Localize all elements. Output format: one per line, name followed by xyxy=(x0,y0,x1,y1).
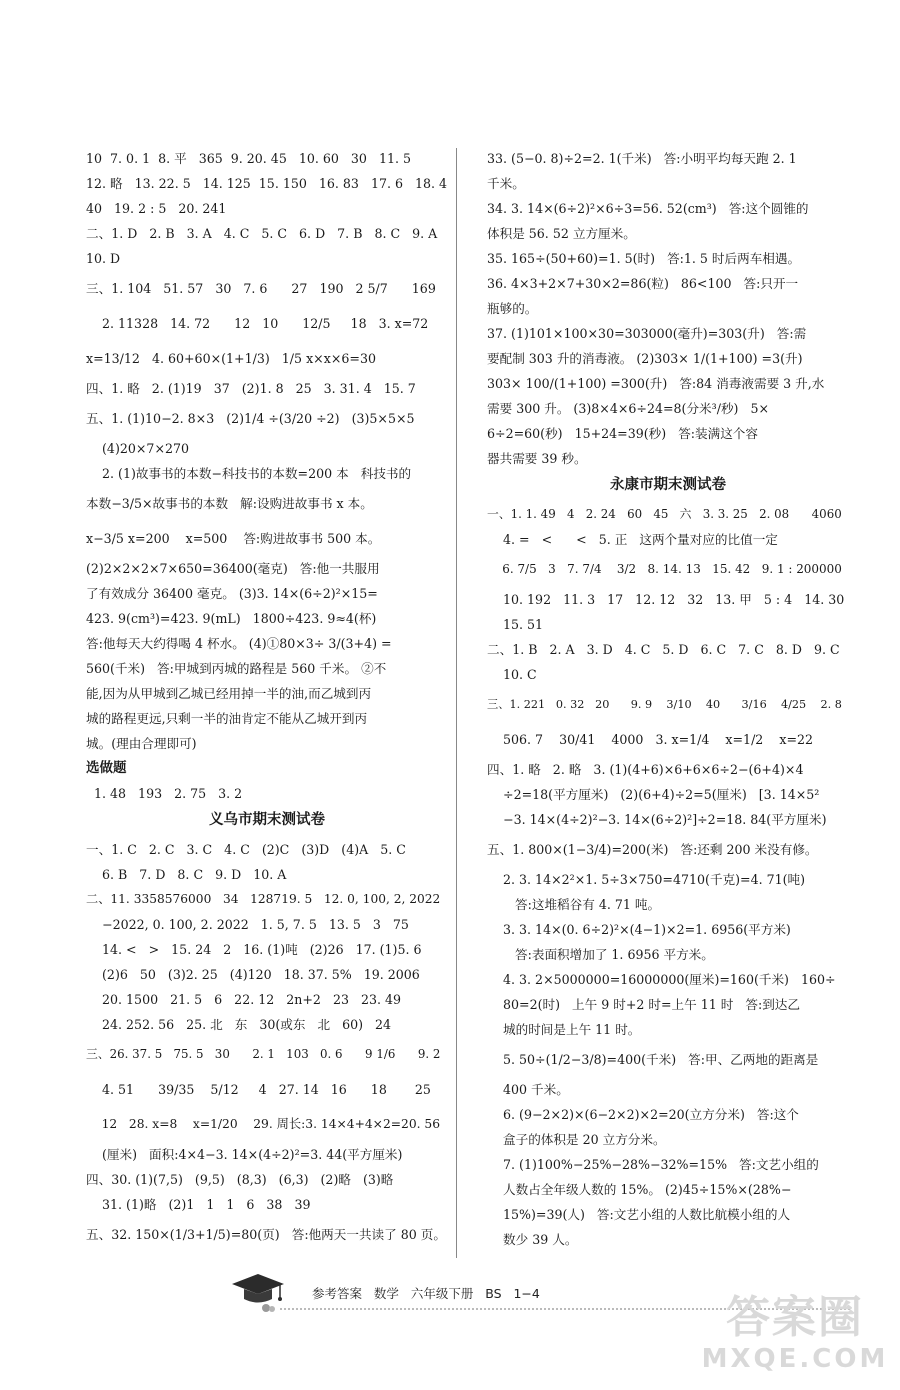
answer-line: 400 千米。 xyxy=(487,1082,569,1097)
answer-line: 数少 39 人。 xyxy=(487,1232,578,1247)
answer-line: 33. (5−0. 8)÷2=2. 1(千米) 答:小明平均每天跑 2. 1 xyxy=(487,151,797,166)
answer-line: 506. 7 30/41 4000 3. x=1/4 x=1/2 x=22 xyxy=(487,732,814,747)
answer-line: 560(千米) 答:甲城到丙城的路程是 560 千米。 ②不 xyxy=(86,661,387,676)
answer-line: 二、1. B 2. A 3. D 4. C 5. D 6. C 7. C 8. D 9. C xyxy=(487,642,840,657)
optional-answers: 1. 48 193 2. 75 3. 2 xyxy=(86,786,243,801)
graduation-cap-icon xyxy=(228,1268,288,1314)
answer-line: 2. 3. 14×2²×1. 5÷3×750=4710(千克)=4. 71(吨) xyxy=(487,872,806,887)
answer-line: 千米。 xyxy=(487,176,525,191)
answer-line: 答:表面积增加了 1. 6956 平方米。 xyxy=(487,947,714,962)
answer-line: 答:他每天大约得喝 4 杯水。 (4)①80×3÷ 3/(3+4) = xyxy=(86,636,392,651)
answer-line: 四、1. 略 2. 略 3. (1)(4+6)×6+6×6÷2−(6+4)×4 xyxy=(487,762,804,777)
answer-line: 2. 11328 14. 72 12 10 12/5 18 3. x=72 xyxy=(86,316,429,331)
answer-line: 5. 50÷(1/2−3/8)=400(千米) 答:甲、乙两地的距离是 xyxy=(487,1052,819,1067)
answer-line: 本数−3/5×故事书的本数 解:设购进故事书 x 本。 xyxy=(86,496,373,511)
answer-line: 四、30. (1)(7,5) (9,5) (8,3) (6,3) (2)略 (3)略 xyxy=(86,1172,394,1187)
answer-line: 7. (1)100%−25%−28%−32%=15% 答:文艺小组的 xyxy=(487,1157,819,1172)
answer-line: 五、1. 800×(1−3/4)=200(米) 答:还剩 200 米没有修。 xyxy=(487,842,818,857)
answer-line: 12. 略 13. 22. 5 14. 125 15. 150 16. 83 17. 6 18. 4 xyxy=(86,176,448,191)
answer-line: 40 19. 2 : 5 20. 241 xyxy=(86,201,227,216)
answer-line: 14. < > 15. 24 2 16. (1)吨 (2)26 17. (1)5. 6 xyxy=(86,942,422,957)
answer-line: 器共需要 39 秒。 xyxy=(487,451,587,466)
answer-line: 20. 1500 21. 5 6 22. 12 2n+2 23 23. 49 xyxy=(86,992,402,1007)
answer-line: 423. 9(cm³)=423. 9(mL) 1800÷423. 9≈4(杯) xyxy=(86,611,377,626)
answer-line: 了有效成分 36400 毫克。 (3)3. 14×(6÷2)²×15= xyxy=(86,586,378,601)
answer-line: 4. = < < 5. 正 这两个量对应的比值一定 xyxy=(487,532,778,547)
answer-line: x=13/12 4. 60+60×(1+1/3) 1/5 x×x×6=30 xyxy=(86,351,376,366)
answer-line: 10. 192 11. 3 17 12. 12 32 13. 甲 5 : 4 14. 30 xyxy=(487,592,845,607)
answer-line: 2. (1)故事书的本数−科技书的本数=200 本 科技书的 xyxy=(86,466,412,481)
answer-line: 五、32. 150×(1/3+1/5)=80(页) 答:他两天一共读了 80 页。 xyxy=(86,1227,446,1242)
answer-line: 五、1. (1)10−2. 8×3 (2)1/4 ÷(3/20 ÷2) (3)5×5×5 xyxy=(86,411,415,426)
column-divider xyxy=(456,148,457,1258)
answer-line: (4)20×7×270 xyxy=(86,441,190,456)
watermark-sub: MXQE.COM xyxy=(701,1344,889,1374)
answer-line: 答:这堆稻谷有 4. 71 吨。 xyxy=(487,897,661,912)
watermark xyxy=(700,1292,890,1387)
answer-line: 三、1. 221 0. 32 20 9. 9 3/10 40 3/16 4/25 2. 8 xyxy=(487,698,842,711)
answer-line: 6. 7/5 3 7. 7/4 3/2 8. 14. 13 15. 42 9. 1 : 200000 xyxy=(487,562,842,576)
yiwu-exam-title: 义乌市期末测试卷 xyxy=(209,812,325,828)
answer-line: 10. C xyxy=(487,667,537,682)
answer-line: 四、1. 略 2. (1)19 37 (2)1. 8 25 3. 31. 4 15. 7 xyxy=(86,381,416,396)
answer-line: 能,因为从甲城到乙城已经用掉一半的油,而乙城到丙 xyxy=(86,686,372,701)
answer-line: 三、26. 37. 5 75. 5 30 2. 1 103 0. 6 9 1/6 9. 2 xyxy=(86,1047,441,1061)
yongkang-exam-title: 永康市期末测试卷 xyxy=(610,477,726,493)
answer-line: 6÷2=60(秒) 15+24=39(秒) 答:装满这个容 xyxy=(487,426,758,441)
left-answers-continued xyxy=(86,148,448,754)
answer-line: 城的路程更远,只剩一半的油肯定不能从乙城开到丙 xyxy=(86,711,368,726)
right-answers-continued xyxy=(487,148,849,469)
answer-line: 二、11. 3358576000 34 128719. 5 12. 0, 100, 2, 2022 xyxy=(86,892,441,906)
yiwu-answers xyxy=(86,839,448,1250)
yongkang-answers xyxy=(487,504,849,1250)
answer-line: 需要 300 升。 (3)8×4×6÷24=8(分米³/秒) 5× xyxy=(487,401,770,416)
answer-line: 15. 51 xyxy=(487,617,544,632)
answer-line: 人数占全年级人数的 15%。 (2)45÷15%×(28%− xyxy=(487,1182,792,1197)
answer-line: x−3/5 x=200 x=500 答:购进故事书 500 本。 xyxy=(86,531,381,546)
optional-section-title: 选做题 xyxy=(86,760,127,776)
answer-line: 要配制 303 升的消毒液。 (2)303× 1/(1+100) =3(升) xyxy=(487,351,803,366)
answer-line: ÷2=18(平方厘米) (2)(6+4)÷2=5(厘米) [3. 14×5² xyxy=(487,787,820,802)
answer-line: 12 28. x=8 x=1/20 29. 周长:3. 14×4+4×2=20. 56 xyxy=(86,1117,441,1131)
answer-line: 4. 3. 2×5000000=16000000(厘米)=160(千米) 160÷ xyxy=(487,972,836,987)
answer-line: 37. (1)101×100×30=303000(毫升)=303(升) 答:需 xyxy=(487,326,807,341)
answer-line: 24. 252. 56 25. 北 东 30(或东 北 60) 24 xyxy=(86,1017,392,1032)
answer-line: 城的时间是上午 11 时。 xyxy=(487,1022,641,1037)
answer-line: 10. D xyxy=(86,251,121,266)
answer-line: 盒子的体积是 20 立方分米。 xyxy=(487,1132,666,1147)
answer-line: (2)6 50 (3)2. 25 (4)120 18. 37. 5% 19. 2006 xyxy=(86,967,420,982)
answer-line: 4. 51 39/35 5/12 4 27. 14 16 18 25 xyxy=(86,1082,431,1097)
answer-line: 三、1. 104 51. 57 30 7. 6 27 190 2 5/7 169 xyxy=(86,281,436,296)
answer-line: 303× 100/(1+100) =300(升) 答:84 消毒液需要 3 升,水 xyxy=(487,376,825,391)
answer-line: 3. 3. 14×(0. 6÷2)²×(4−1)×2=1. 6956(平方米) xyxy=(487,922,791,937)
answer-line: 6. (9−2×2)×(6−2×2)×2=20(立方分米) 答:这个 xyxy=(487,1107,799,1122)
answer-line: 一、1. C 2. C 3. C 4. C (2)C (3)D (4)A 5. C xyxy=(86,842,406,857)
answer-line: 31. (1)略 (2)1 1 1 6 38 39 xyxy=(86,1197,311,1212)
answer-line: 瓶够的。 xyxy=(487,301,538,316)
footer-text: 参考答案 数学 六年级下册 BS 1−4 xyxy=(312,1286,540,1301)
left-column xyxy=(86,148,448,1254)
answer-line: 80=2(时) 上午 9 时+2 时=上午 11 时 答:到达乙 xyxy=(487,997,800,1012)
answer-line: 34. 3. 14×(6÷2)²×6÷3=56. 52(cm³) 答:这个圆锥的 xyxy=(487,201,809,216)
answer-line: 体积是 56. 52 立方厘米。 xyxy=(487,226,636,241)
answer-line: 10 7. 0. 1 8. 平 365 9. 20. 45 10. 60 30 11. 5 xyxy=(86,151,411,166)
answer-line: 6. B 7. D 8. C 9. D 10. A xyxy=(86,867,287,882)
answer-line: 35. 165÷(50+60)=1. 5(时) 答:1. 5 时后两车相遇。 xyxy=(487,251,801,266)
answer-line: −2022, 0. 100, 2. 2022 1. 5, 7. 5 13. 5 3 75 xyxy=(86,917,409,932)
answer-line: 一、1. 1. 49 4 2. 24 60 45 六 3. 3. 25 2. 08 4060 xyxy=(487,507,842,521)
answer-line: −3. 14×(4÷2)²−3. 14×(6÷2)²]÷2=18. 84(平方厘米) xyxy=(487,812,827,827)
right-column xyxy=(487,148,849,1254)
answer-line: 二、1. D 2. B 3. A 4. C 5. C 6. D 7. B 8. C 9. A xyxy=(86,226,438,241)
answer-line: 城。(理由合理即可) xyxy=(86,736,197,751)
answer-line: (2)2×2×2×7×650=36400(毫克) 答:他一共服用 xyxy=(86,561,380,576)
answer-line: 15%)=39(人) 答:文艺小组的人数比航模小组的人 xyxy=(487,1207,791,1222)
answer-line: 36. 4×3+2×7+30×2=86(粒) 86<100 答:只开一 xyxy=(487,276,799,291)
watermark-main: 答案圈 xyxy=(726,1292,864,1343)
answer-line: (厘米) 面积:4×4−3. 14×(4÷2)²=3. 44(平方厘米) xyxy=(86,1147,403,1162)
